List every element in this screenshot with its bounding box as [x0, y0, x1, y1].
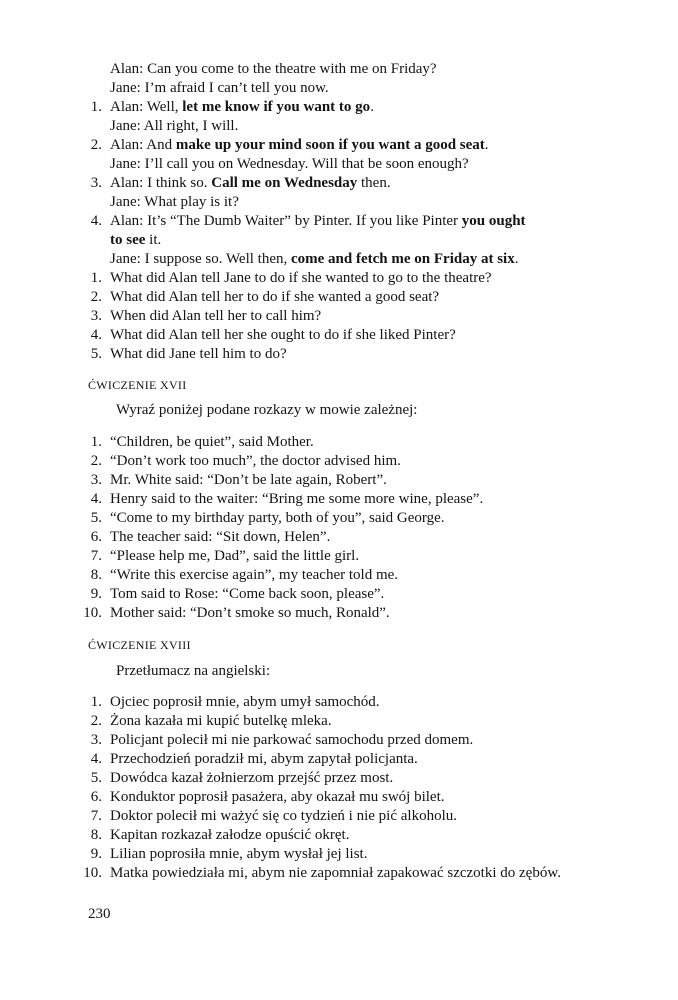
item-text: Przechodzień poradził mi, abym zapytał policjanta.: [110, 751, 418, 767]
item-text: Dowódca kazał żołnierzom przejść przez most.: [110, 770, 394, 786]
item-number: 1.: [90, 99, 102, 115]
item-text: Ojciec poprosił mnie, abym umył samochód.: [110, 694, 380, 710]
item-number: 5.: [90, 510, 102, 526]
item-number: 7.: [90, 808, 102, 824]
dialogue-text: Jane: I’ll call you on Wednesday. Will that be soon enough?: [110, 156, 469, 172]
item-number: 4.: [90, 213, 102, 229]
bold-phrase: to see: [110, 232, 146, 248]
question-text: What did Alan tell Jane to do if she wanted to go to the theatre?: [110, 270, 492, 286]
item-number: 3.: [90, 175, 102, 191]
item-text: Matka powiedziała mi, abym nie zapomniał zapakować szczotki do zębów.: [110, 865, 561, 881]
item-number: 9.: [90, 846, 102, 862]
item-text: “Please help me, Dad”, said the little girl.: [110, 548, 360, 564]
item-number: 8.: [90, 827, 102, 843]
dialogue-text-justified: Alan: It’s “The Dumb Waiter” by Pinter. If you like Pinter you ought: [110, 213, 526, 229]
item-number: 6.: [90, 789, 102, 805]
exercise-intro: Wyraź poniżej podane rozkazy w mowie zależnej:: [116, 402, 418, 418]
item-number: 1.: [90, 434, 102, 450]
item-text: Mr. White said: “Don’t be late again, Robert”.: [110, 472, 387, 488]
item-text: Kapitan rozkazał załodze opuścić okręt.: [110, 827, 350, 843]
exercise-heading: ĆWICZENIE XVIII: [88, 638, 191, 652]
dialogue-text: to see it.: [110, 232, 162, 248]
item-number: 5.: [90, 770, 102, 786]
item-number: 6.: [90, 529, 102, 545]
dialogue-text: Jane: I suppose so. Well then, come and fetch me on Friday at six.: [110, 251, 519, 267]
item-text: Konduktor poprosił pasażera, aby okazał mu swój bilet.: [110, 789, 445, 805]
item-number: 2.: [90, 453, 102, 469]
item-text: Żona kazała mi kupić butelkę mleka.: [110, 713, 332, 729]
dialogue-text: Jane: I’m afraid I can’t tell you now.: [110, 80, 329, 96]
item-number: 8.: [90, 567, 102, 583]
question-text: What did Jane tell him to do?: [110, 346, 287, 362]
bold-phrase: make up your mind soon if you want a good seat: [175, 137, 485, 153]
item-number: 4.: [90, 491, 102, 507]
bold-phrase: come and fetch me on Friday at six: [291, 251, 515, 267]
item-number: 9.: [90, 586, 102, 602]
question-text: When did Alan tell her to call him?: [110, 308, 322, 324]
item-number: 2.: [90, 289, 102, 305]
item-text: The teacher said: “Sit down, Helen”.: [110, 529, 331, 545]
item-text: “Don’t work too much”, the doctor advised him.: [110, 453, 401, 469]
item-number: 3.: [90, 308, 102, 324]
bold-phrase: Call me on Wednesday: [211, 175, 358, 191]
item-number: 10.: [83, 605, 102, 621]
item-number: 5.: [90, 346, 102, 362]
dialogue-text: Jane: All right, I will.: [110, 118, 239, 134]
item-number: 4.: [90, 751, 102, 767]
dialogue-text: Alan: Well, let me know if you want to go.: [110, 99, 374, 115]
item-text: Tom said to Rose: “Come back soon, please”.: [110, 586, 385, 602]
exercise-heading: ĆWICZENIE XVII: [88, 378, 187, 392]
bold-phrase: you ought: [461, 213, 526, 229]
dialogue-text: Jane: What play is it?: [110, 194, 239, 210]
dialogue-text: Alan: I think so. Call me on Wednesday then.: [110, 175, 391, 191]
dialogue-text: Alan: And make up your mind soon if you want a good seat.: [110, 137, 489, 153]
item-number: 2.: [90, 137, 102, 153]
item-text: “Children, be quiet”, said Mother.: [110, 434, 314, 450]
question-text: What did Alan tell her she ought to do if she liked Pinter?: [110, 327, 456, 343]
exercise-intro: Przetłumacz na angielski:: [116, 663, 271, 679]
item-number: 1.: [90, 694, 102, 710]
item-number: 4.: [90, 327, 102, 343]
item-text: “Write this exercise again”, my teacher told me.: [110, 567, 399, 583]
dialogue-text: Alan: Can you come to the theatre with me on Friday?: [110, 61, 437, 77]
item-text: “Come to my birthday party, both of you”, said George.: [110, 510, 445, 526]
item-number: 7.: [90, 548, 102, 564]
item-number: 3.: [90, 732, 102, 748]
item-number: 10.: [83, 865, 102, 881]
item-number: 3.: [90, 472, 102, 488]
page-number: 230: [88, 906, 111, 922]
item-text: Mother said: “Don’t smoke so much, Ronald”.: [110, 605, 390, 621]
item-text: Policjant polecił mi nie parkować samochodu przed domem.: [110, 732, 474, 748]
item-number: 2.: [90, 713, 102, 729]
item-text: Doktor polecił mi ważyć się co tydzień i nie pić alkoholu.: [110, 808, 457, 824]
bold-phrase: let me know if you want to go: [182, 99, 371, 115]
question-text: What did Alan tell her to do if she wanted a good seat?: [110, 289, 440, 305]
item-text: Lilian poprosiła mnie, abym wysłał jej list.: [110, 846, 368, 862]
item-text: Henry said to the waiter: “Bring me some more wine, please”.: [110, 491, 484, 507]
item-number: 1.: [90, 270, 102, 286]
